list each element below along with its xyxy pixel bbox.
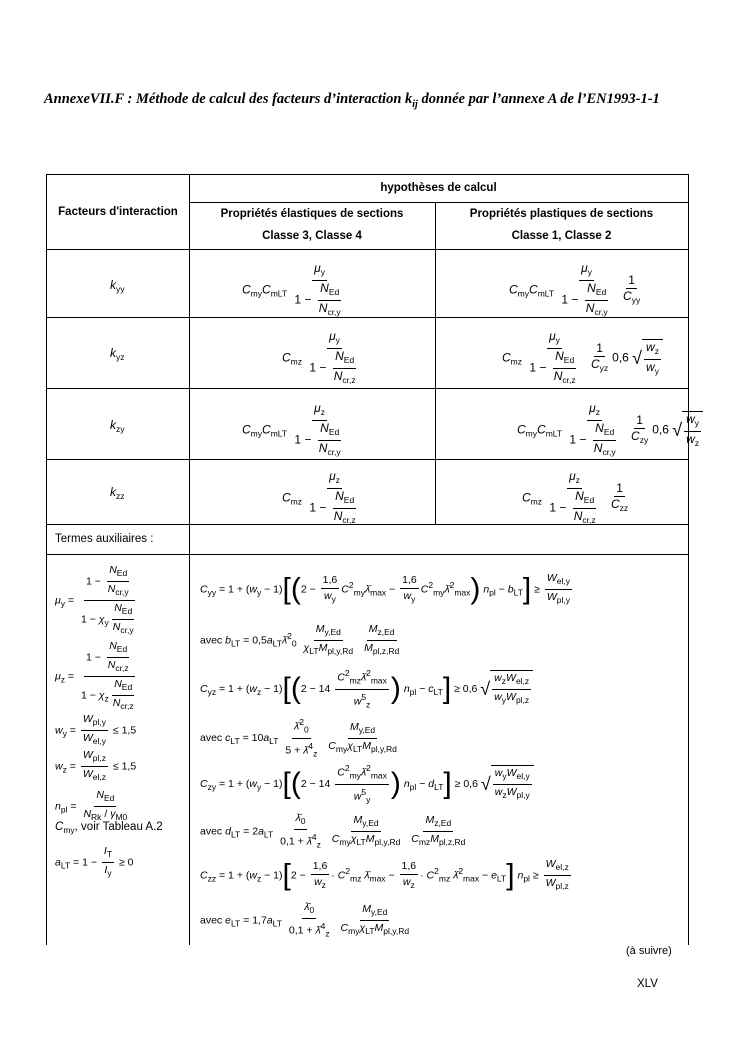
formula-mu-y: $\mu_y$ = 1 − $\frac{N_{Ed}}{N_{cr,y}}$ $1 - \chi_y$ $\frac{N_{Ed}}{N_{cr,y}}$ [55, 564, 134, 635]
row-label-kzy: $k_{zy}$ [110, 418, 125, 434]
column-header-hypotheses: hypothèses de calcul [380, 182, 497, 194]
formula-d-lt: avec $d_{LT} = 2a_{LT}$ $\frac{\lambdā_0}{0,1 + \lambdā^4_z}$ $\frac{M_{y,Ed}}{C_{my}\chi_{LT}M_{pl,y,Rd}}$ $\frac{M_{z,Ed}}{C_{mz}M_{pl,z,Rd}}$ [200, 812, 466, 850]
column-header-elastic: Propriétés élastiques de sections [220, 208, 404, 220]
column-header-factors: Facteurs d'interaction [58, 206, 178, 218]
continued-note: (à suivre) [626, 945, 672, 957]
page-title: AnnexeVII.F : Méthode de calcul des facteurs d’interaction $k_{ij}$ donnée par l’annexe A de l’EN1993-1-1 [44, 91, 660, 110]
auxiliary-terms-header: Termes auxiliaires : [55, 533, 154, 545]
formula-n-pl: $n_{pl}$ = $\frac{N_{Ed}}{N_{Rk} / \gamma_{M0}}$ [55, 789, 128, 822]
column-subheader-plastic: Classe 1, Classe 2 [511, 230, 612, 242]
formula-b-lt: avec $b_{LT}$ = $0,5a_{LT}\lambdā^2_0$ $\frac{M_{y,Ed}}{\chi_{LT}M_{pl,y,Rd}}$ $\frac{M_{z,Ed}}{M_{pl,z,Rd}}$ [200, 623, 400, 656]
formula-kyy-plastic: $C_{my}C_{mLT}$ $\mu_y$ 1 − $\frac{N_{Ed}}{N_{cr,y}}$ $\frac{1}{C_{yy}}$ [509, 261, 641, 317]
column-header-plastic: Propriétés plastiques de sections [469, 208, 654, 220]
formula-kyz-plastic: $C_{mz}$ $\mu_y$ 1 − $\frac{N_{Ed}}{N_{cr,z}}$ $\frac{1}{C_{yz}}$ 0,6 √ $\frac{w_z}{w_y}$ [502, 329, 663, 388]
formula-c-zz: $C_{zz} = 1 + (w_z - 1)[2$ − $\frac{1,6}{w_z}$ · $C^2_{mz}$ $\lambdā_{max}$ − $\frac{1,6}{w_z}$ · $C^2_{mz}$ λ̄$^2_{max}$ − $e_{LT}$] $n_{pl}$ ≥ $\frac{W_{el,z}}{W_{pl,z}}$ [200, 858, 569, 892]
formula-w-z: $w_z$ = $\frac{W_{pl,z}}{W_{el,z}}$ ≤ 1,5 [55, 749, 137, 782]
page-number: XLV [637, 978, 658, 990]
formula-a-lt: $a_{LT} = 1$ − $\frac{I_T}{I_y}$ ≥ 0 [55, 845, 134, 878]
column-subheader-elastic: Classe 3, Classe 4 [262, 230, 362, 242]
formula-kzz-plastic: $C_{mz}$ $\mu_z$ 1 − $\frac{N_{Ed}}{N_{cr,z}}$ $\frac{1}{C_{zz}}$ [522, 469, 629, 525]
formula-w-y: $w_y$ = $\frac{W_{pl,y}}{W_{el,y}}$ ≤ 1,5 [55, 713, 137, 746]
formula-c-zy: $C_{zy} = 1 + (w_y - 1)[(2 - 14$ $\frac{C^2_{my}\lambdā^2_{max}}{w^5_y}$ ) $n_{pl} - d_{LT}] \ge 0,6$ √ $\frac{w_yW_{el,y}}{w_zW_{pl,y}}$ [200, 761, 534, 807]
formula-mu-z: $\mu_z$ = 1 − $\frac{N_{Ed}}{N_{cr,z}}$ $1 - \chi_z$ $\frac{N_{Ed}}{N_{cr,z}}$ [55, 640, 134, 711]
formula-c-yz: $C_{yz} = 1 + (w_z - 1)[(2 - 14$ $\frac{C^2_{mz}\lambdā^2_{max}}{w^5_z}$ ) $n_{pl} - c_{LT}] \ge 0,6$ √ $\frac{w_zW_{el,z}}{w_yW_{pl,z}}$ [200, 666, 533, 712]
formula-kzy-elastic: $C_{my}C_{mLT}$ $\mu_z$ 1 − $\frac{N_{Ed}}{N_{cr,y}}$ [242, 401, 341, 457]
formula-kyy-elastic: $C_{my}C_{mLT}$ $\mu_y$ 1 − $\frac{N_{Ed}}{N_{cr,y}}$ [242, 261, 341, 317]
formula-kzy-plastic: $C_{my}C_{mLT}$ $\mu_z$ 1 − $\frac{N_{Ed}}{N_{cr,y}}$ $\frac{1}{C_{zy}}$ 0,6 √ $\frac{w_y}{w_z}$ [517, 401, 703, 460]
formula-c-yy: $C_{yy} = 1 + (w_y - 1)[(2$ − $\frac{1,6}{w_y}$ $C^2_{my}\lambdā_{max}$ − $\frac{1,6}{w_y}$ $C^2_{my}\lambdā^2_{max}$) $n_{pl} - b_{LT}$] ≥ $\frac{W_{el,y}}{W_{pl,y}}$ [200, 572, 571, 606]
formula-e-lt: avec $e_{LT} = 1,7a_{LT}$ $\frac{\lambdā_0}{0,1 + \lambdā^4_z}$ $\frac{M_{y,Ed}}{C_{my}\chi_{LT}M_{pl,y,Rd}}$ [200, 901, 410, 939]
row-label-kyy: $k_{yy}$ [110, 278, 125, 294]
row-label-kyz: $k_{yz}$ [110, 346, 125, 362]
interaction-factors-table [46, 174, 700, 945]
formula-c-lt: avec $c_{LT} = 10a_{LT}$ $\frac{\lambdā^2_0}{5 + \lambdā^4_z}$ $\frac{M_{y,Ed}}{C_{my}\chi_{LT}M_{pl,y,Rd}}$ [200, 717, 397, 758]
formula-kyz-elastic: $C_{mz}$ $\mu_y$ 1 − $\frac{N_{Ed}}{N_{cr,z}}$ [282, 329, 356, 385]
cmy-note: $C_{my}$, voir Tableau A.2 [55, 821, 163, 835]
formula-kzz-elastic: $C_{mz}$ $\mu_z$ 1 − $\frac{N_{Ed}}{N_{cr,z}}$ [282, 469, 356, 525]
row-label-kzz: $k_{zz}$ [110, 485, 125, 501]
